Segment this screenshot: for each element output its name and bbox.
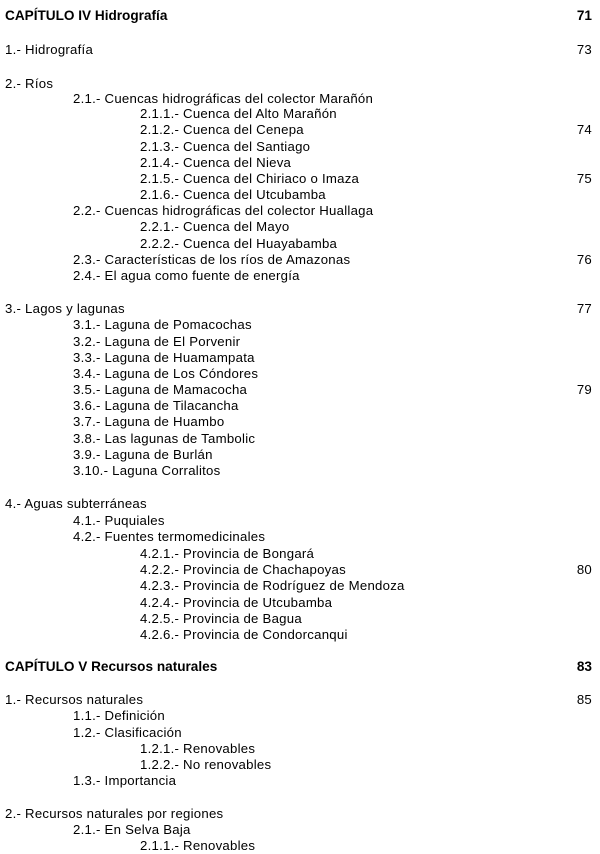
chapter-heading [0,8,600,24]
toc-entry-title: 3.6.- Laguna de Tilacancha [73,398,239,413]
toc-entry-title: 4.2.5.- Provincia de Bagua [140,611,302,626]
toc-entry [0,155,600,171]
toc-entry [0,203,600,219]
toc-entry-title: 2.1.6.- Cuenca del Utcubamba [140,187,326,202]
toc-entry-title: 4.- Aguas subterráneas [5,496,147,511]
toc-entry-page: 79 [576,382,592,397]
toc-entry-title: 3.1.- Laguna de Pomacochas [73,317,252,332]
toc-entry [0,414,600,430]
toc-entry-title: 1.2.- Clasificación [73,725,182,740]
toc-entry-title: 3.7.- Laguna de Huambo [73,414,225,429]
toc-entry-title: 4.2.1.- Provincia de Bongará [140,546,315,561]
toc-entry [0,139,600,155]
toc-entry-page: 74 [576,122,592,137]
toc-entry-title: 2.2.- Cuencas hidrográficas del colector Huallaga [73,203,374,218]
toc-entry [0,122,600,138]
toc-entry [0,595,600,611]
toc-entry-title: 2.1.2.- Cuenca del Cenepa [140,122,304,137]
toc-entry [0,236,600,252]
toc-entry [0,219,600,235]
toc-entry [0,806,600,822]
toc-entry-page: 76 [576,252,592,267]
toc-entry-title: 1.2.1.- Renovables [140,741,256,756]
toc-entry-title: 1.1.- Definición [73,708,165,723]
toc-entry-title: 3.4.- Laguna de Los Cóndores [73,366,259,381]
toc-entry [0,91,600,107]
toc-entry [0,627,600,643]
toc-entry-title: 3.10.- Laguna Corralitos [73,463,221,478]
toc-entry [0,562,600,578]
toc-entry [0,42,600,58]
toc-entry-title: 2.1.3.- Cuenca del Santiago [140,139,311,154]
toc-entry-title: 2.- Recursos naturales por regiones [5,806,224,821]
toc-entry-title: 1.3.- Importancia [73,773,177,788]
toc-entry-page: 71 [576,8,592,23]
toc-entry [0,578,600,594]
toc-entry-title: 4.2.2.- Provincia de Chachapoyas [140,562,346,577]
toc-entry [0,398,600,414]
toc-entry [0,76,600,92]
toc-entry-title: 3.3.- Laguna de Huamampata [73,350,255,365]
toc-entry-title: CAPÍTULO IV Hidrografía [5,8,168,23]
toc-entry-title: CAPÍTULO V Recursos naturales [5,659,218,674]
toc-entry-title: 3.9.- Laguna de Burlán [73,447,213,462]
toc-entry-title: 2.1.1.- Renovables [140,838,256,853]
toc-entry [0,513,600,529]
toc-entry-title: 4.1.- Puquiales [73,513,165,528]
toc-entry [0,546,600,562]
toc-entry-title: 2.- Ríos [5,76,54,91]
toc-entry-title: 4.2.- Fuentes termomedicinales [73,529,266,544]
toc-entry [0,301,600,317]
toc-entry [0,447,600,463]
toc-entry [0,496,600,512]
toc-entry-title: 4.2.3.- Provincia de Rodríguez de Mendoza [140,578,405,593]
toc-entry-title: 3.5.- Laguna de Mamacocha [73,382,248,397]
toc-entry [0,773,600,789]
toc-entry-title: 2.3.- Características de los ríos de Amazonas [73,252,351,267]
toc-entry [0,725,600,741]
toc-entry-title: 1.- Recursos naturales [5,692,144,707]
toc-entry-title: 2.2.1.- Cuenca del Mayo [140,219,290,234]
toc-entry [0,171,600,187]
toc-entry-title: 4.2.4.- Provincia de Utcubamba [140,595,333,610]
toc-entry-page: 77 [576,301,592,316]
toc-entry-title: 1.2.2.- No renovables [140,757,272,772]
toc-entry-title: 2.1.5.- Cuenca del Chiriaco o Imaza [140,171,360,186]
toc-entry-title: 2.2.2.- Cuenca del Huayabamba [140,236,338,251]
toc-entry-title: 3.2.- Laguna de El Porvenir [73,334,241,349]
chapter-heading [0,659,600,675]
toc-entry [0,692,600,708]
toc-entry-title: 3.8.- Las lagunas de Tambolic [73,431,256,446]
toc-entry-title: 2.1.1.- Cuenca del Alto Marañón [140,106,337,121]
toc-entry-title: 2.4.- El agua como fuente de energía [73,268,300,283]
toc-entry-title: 2.1.- Cuencas hidrográficas del colector Marañón [73,91,374,106]
toc-entry-title: 2.1.- En Selva Baja [73,822,191,837]
toc-entry [0,463,600,479]
toc-entry [0,317,600,333]
toc-entry-title: 3.- Lagos y lagunas [5,301,125,316]
toc-entry [0,757,600,773]
toc-entry-page: 73 [576,42,592,57]
toc-entry [0,334,600,350]
toc-entry [0,106,600,122]
toc-entry [0,708,600,724]
toc-entry-page: 80 [576,562,592,577]
toc-entry [0,611,600,627]
toc-entry [0,431,600,447]
toc-entry-title: 1.- Hidrografía [5,42,94,57]
toc-entry-page: 83 [576,659,592,674]
toc-entry-title: 4.2.6.- Provincia de Condorcanqui [140,627,348,642]
toc-entry [0,366,600,382]
toc-entry-title: 2.1.4.- Cuenca del Nieva [140,155,292,170]
toc-entry [0,838,600,854]
toc-entry [0,741,600,757]
toc-entry-page: 85 [576,692,592,707]
toc-entry [0,382,600,398]
toc-entry [0,187,600,203]
toc-entry [0,350,600,366]
toc-entry [0,529,600,545]
toc-entry [0,268,600,284]
toc-entry-page: 75 [576,171,592,186]
toc-entry [0,822,600,838]
toc-entry [0,252,600,268]
